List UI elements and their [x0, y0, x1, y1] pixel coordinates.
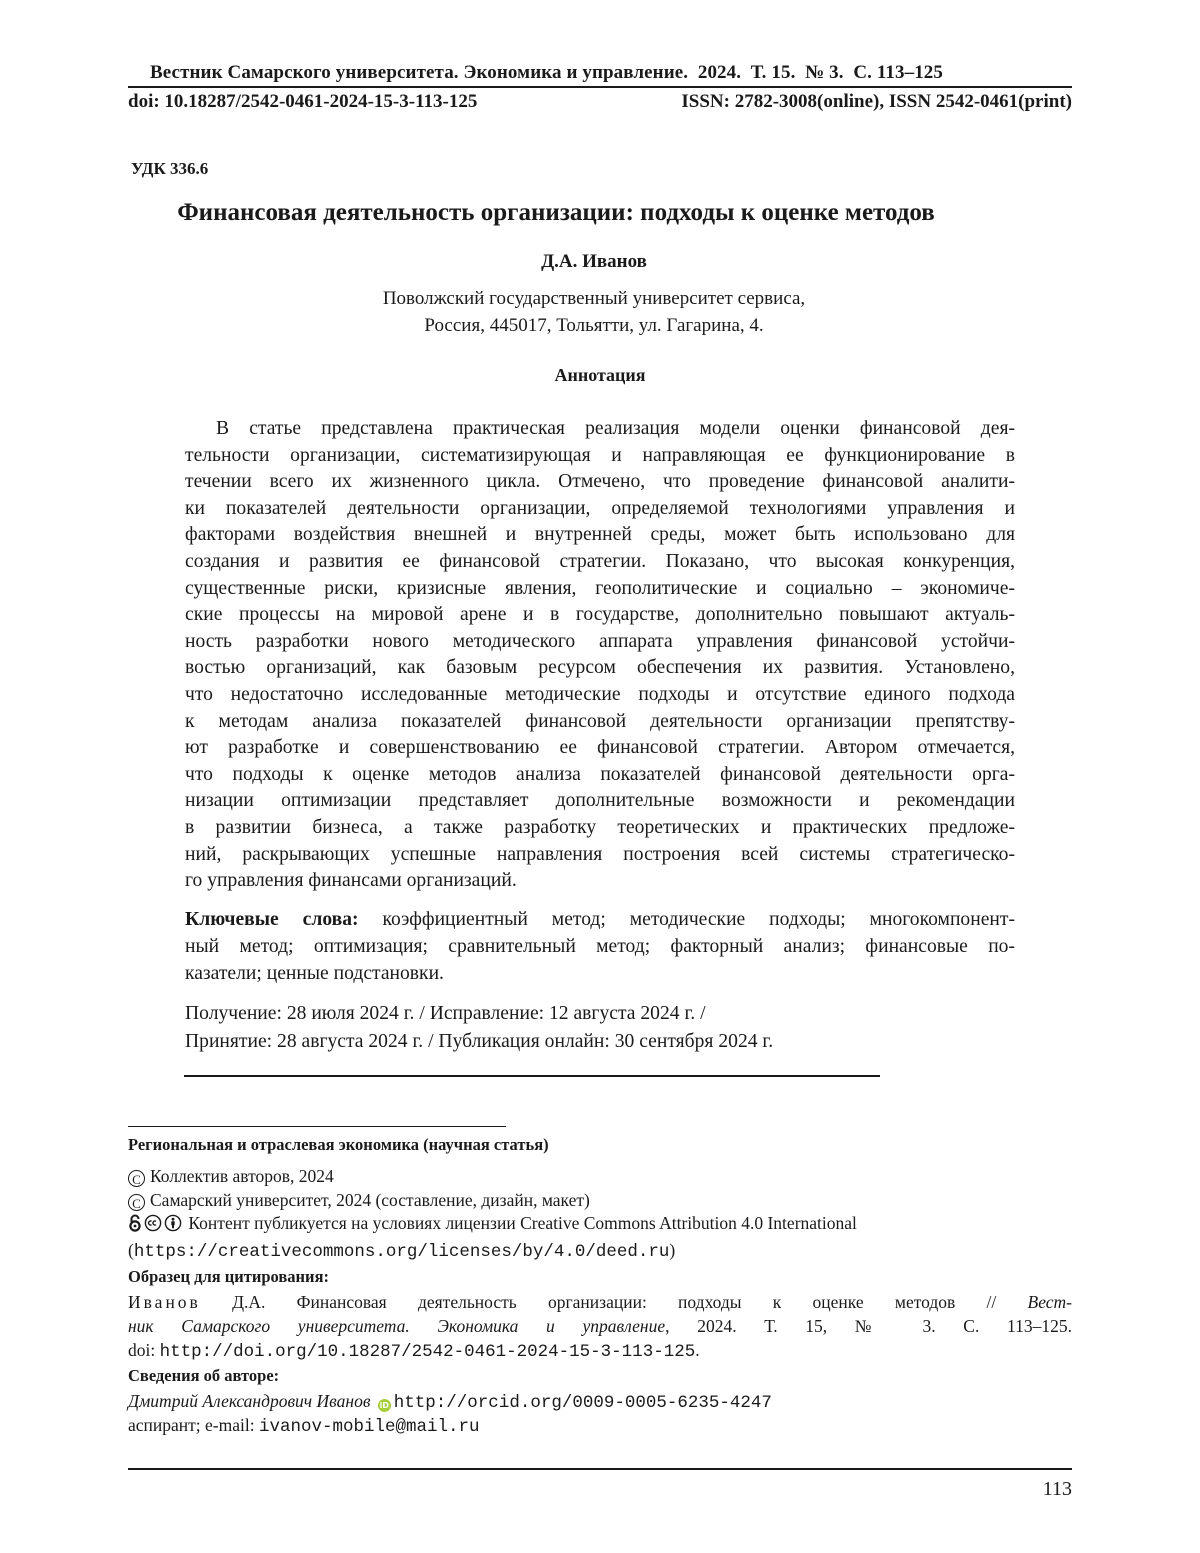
citation-title: Д.А. Финансовая деятельность организации: подходы к оценке методов //: [200, 1292, 997, 1312]
abstract-line: востью организаций, как базовым ресурсом обеспечения их развития. Установлено,: [185, 657, 1015, 679]
abstract-line: к методам анализа показателей финансовой деятельности организации препятству-: [185, 710, 1015, 732]
citation-author: Иванов: [128, 1292, 201, 1312]
abstract-line: ний, раскрывающих успешные направления построения всей системы стратегическо-: [185, 843, 1015, 865]
udk-code: УДК 336.6: [131, 159, 209, 178]
keywords-line: ный метод; оптимизация; сравнительный метод; факторный анализ; финансовые по-: [185, 936, 1015, 957]
license-text: Контент публикуется на условиях лицензии Creative Commons Attribution 4.0 International: [188, 1213, 857, 1233]
copyright-university: [128, 1189, 857, 1213]
author-full-name: Дмитрий Александрович Иванов: [128, 1391, 371, 1411]
affiliation: [0, 285, 1188, 339]
citation-journal-start: Вест-: [1027, 1292, 1072, 1312]
author-position: аспирант; e-mail:: [128, 1415, 259, 1435]
keywords-line: [185, 906, 1015, 933]
attribution-icon: [164, 1214, 182, 1239]
abstract-line: ность разработки нового методического аппарата управления финансовой устойчи-: [185, 630, 1015, 652]
abstract-line: тельности организации, систематизирующая и направляющая ее функционирование в: [185, 444, 1015, 466]
license-url-open: (: [128, 1239, 134, 1260]
copyright-university-text: Самарский университет, 2024 (составление, дизайн, макет): [150, 1189, 590, 1210]
author-info-heading: Сведения об авторе:: [128, 1366, 280, 1385]
copyright-authors-text: Коллектив авторов, 2024: [150, 1166, 334, 1186]
abstract-line: факторами воздействия внешней и внутренней среды, может быть использовано для: [185, 524, 1015, 546]
abstract-heading: Аннотация: [554, 365, 646, 385]
page-number: 113: [1042, 1478, 1072, 1500]
license-url-link[interactable]: https://creativecommons.org/licenses/by/4.0/deed.ru: [133, 1241, 670, 1262]
abstract-line: что недостаточно исследованные методические подходы и отсутствие единого подхода: [185, 683, 1015, 705]
citation-line: [128, 1314, 1072, 1338]
citation-doi-label: doi:: [128, 1340, 160, 1360]
abstract-line: ки показателей деятельности организации, определяемой технологиями управления и: [185, 497, 1015, 519]
article-title: Финансовая деятельность организации: подходы к оценке методов: [177, 199, 935, 226]
abstract-line: создания и развития ее финансовой стратегии. Показано, что высокая конкуренция,: [185, 550, 1015, 572]
abstract-body: [185, 416, 1015, 895]
publication-dates: [185, 1000, 773, 1056]
license-url-line: [128, 1239, 857, 1265]
keywords-line: казатели; ценные подстановки.: [185, 963, 444, 984]
author-position-line: [128, 1413, 480, 1439]
abstract-line: в развитии бизнеса, а также разработку теоретических и практических предложе-: [185, 816, 1015, 838]
orcid-icon: iD: [379, 1401, 389, 1410]
orcid-link[interactable]: http://orcid.org/0009-0005-6235-4247: [393, 1393, 772, 1413]
abstract-line: течении всего их жизненного цикла. Отмечено, что проведение финансовой аналити-: [185, 471, 1015, 493]
header-issn: ISSN: 2782-3008(online), ISSN 2542-0461(print): [681, 91, 1072, 112]
abstract-line: ют разработке и совершенствованию ее финансовой стратегии. Автором отмечается,: [185, 737, 1015, 759]
footer-rule: [128, 1468, 1072, 1470]
abstract-line: существенные риски, кризисные явления, геополитические и социально – экономиче-: [185, 577, 1015, 599]
dates-line: Принятие: 28 августа 2024 г. / Публикация онлайн: 30 сентября 2024 г.: [185, 1031, 774, 1052]
citation-line: [128, 1290, 1072, 1314]
article-category: Региональная и отраслевая экономика (научная статья): [128, 1135, 549, 1154]
citation-line: [128, 1338, 1072, 1362]
dates-rule: [184, 1075, 880, 1077]
abstract-line: что подходы к оценке методов анализа показателей финансовой деятельности орга-: [185, 763, 1015, 785]
header-doi: doi: 10.18287/2542-0461-2024-15-3-113-125: [128, 91, 478, 112]
abstract-line: ские процессы на мировой арене и в государстве, дополнительно повышают актуаль-: [185, 604, 1015, 626]
copyright-authors: [128, 1165, 857, 1189]
creative-commons-icon: [144, 1214, 162, 1239]
citation-doi-link[interactable]: http://doi.org/10.18287/2542-0461-2024-15-3-113-125: [159, 1342, 696, 1362]
header-rule: [128, 86, 1072, 88]
citation-journal: ник Самарского университета. Экономика и управление: [128, 1316, 666, 1336]
license-url-close: ): [669, 1239, 676, 1260]
copyright-icon: C: [128, 1170, 145, 1187]
open-access-icon: [128, 1214, 142, 1239]
keywords-block: [185, 906, 1015, 987]
affiliation-line: Россия, 445017, Тольятти, ул. Гагарина, 4.: [424, 315, 764, 336]
citation-doi-end: .: [695, 1340, 700, 1360]
affiliation-line: Поволжский государственный университет сервиса,: [382, 288, 806, 309]
keywords-label: Ключевые слова:: [185, 909, 359, 930]
dates-line: Получение: 28 июля 2024 г. / Исправление: 12 августа 2024 г. /: [185, 1003, 706, 1024]
license-line: [128, 1212, 857, 1239]
journal-running-header: Вестник Самарского университета. Экономика и управление. 2024. Т. 15. № 3. С. 113–125: [150, 62, 943, 83]
abstract-line: го управления финансами организаций.: [185, 870, 517, 892]
footnote-rule: [128, 1126, 506, 1127]
copyright-icon: C: [128, 1194, 145, 1211]
author-email-link[interactable]: ivanov-mobile@mail.ru: [258, 1417, 480, 1437]
keywords-text: коэффициентный метод; методические подходы; многокомпонент-: [382, 909, 1015, 930]
abstract-line: низации оптимизации представляет дополнительные возможности и рекомендации: [185, 790, 1015, 812]
article-author: Д.А. Иванов: [541, 251, 647, 272]
copyright-block: [128, 1165, 857, 1264]
abstract-line: В статье представлена практическая реализация модели оценки финансовой дея-: [216, 418, 1015, 439]
author-name-line: [128, 1389, 772, 1415]
citation-volume: , 2024. Т. 15, № 3. С. 113–125.: [665, 1316, 1072, 1336]
citation-heading: Образец для цитирования:: [128, 1267, 329, 1286]
citation-block: [128, 1290, 1072, 1362]
